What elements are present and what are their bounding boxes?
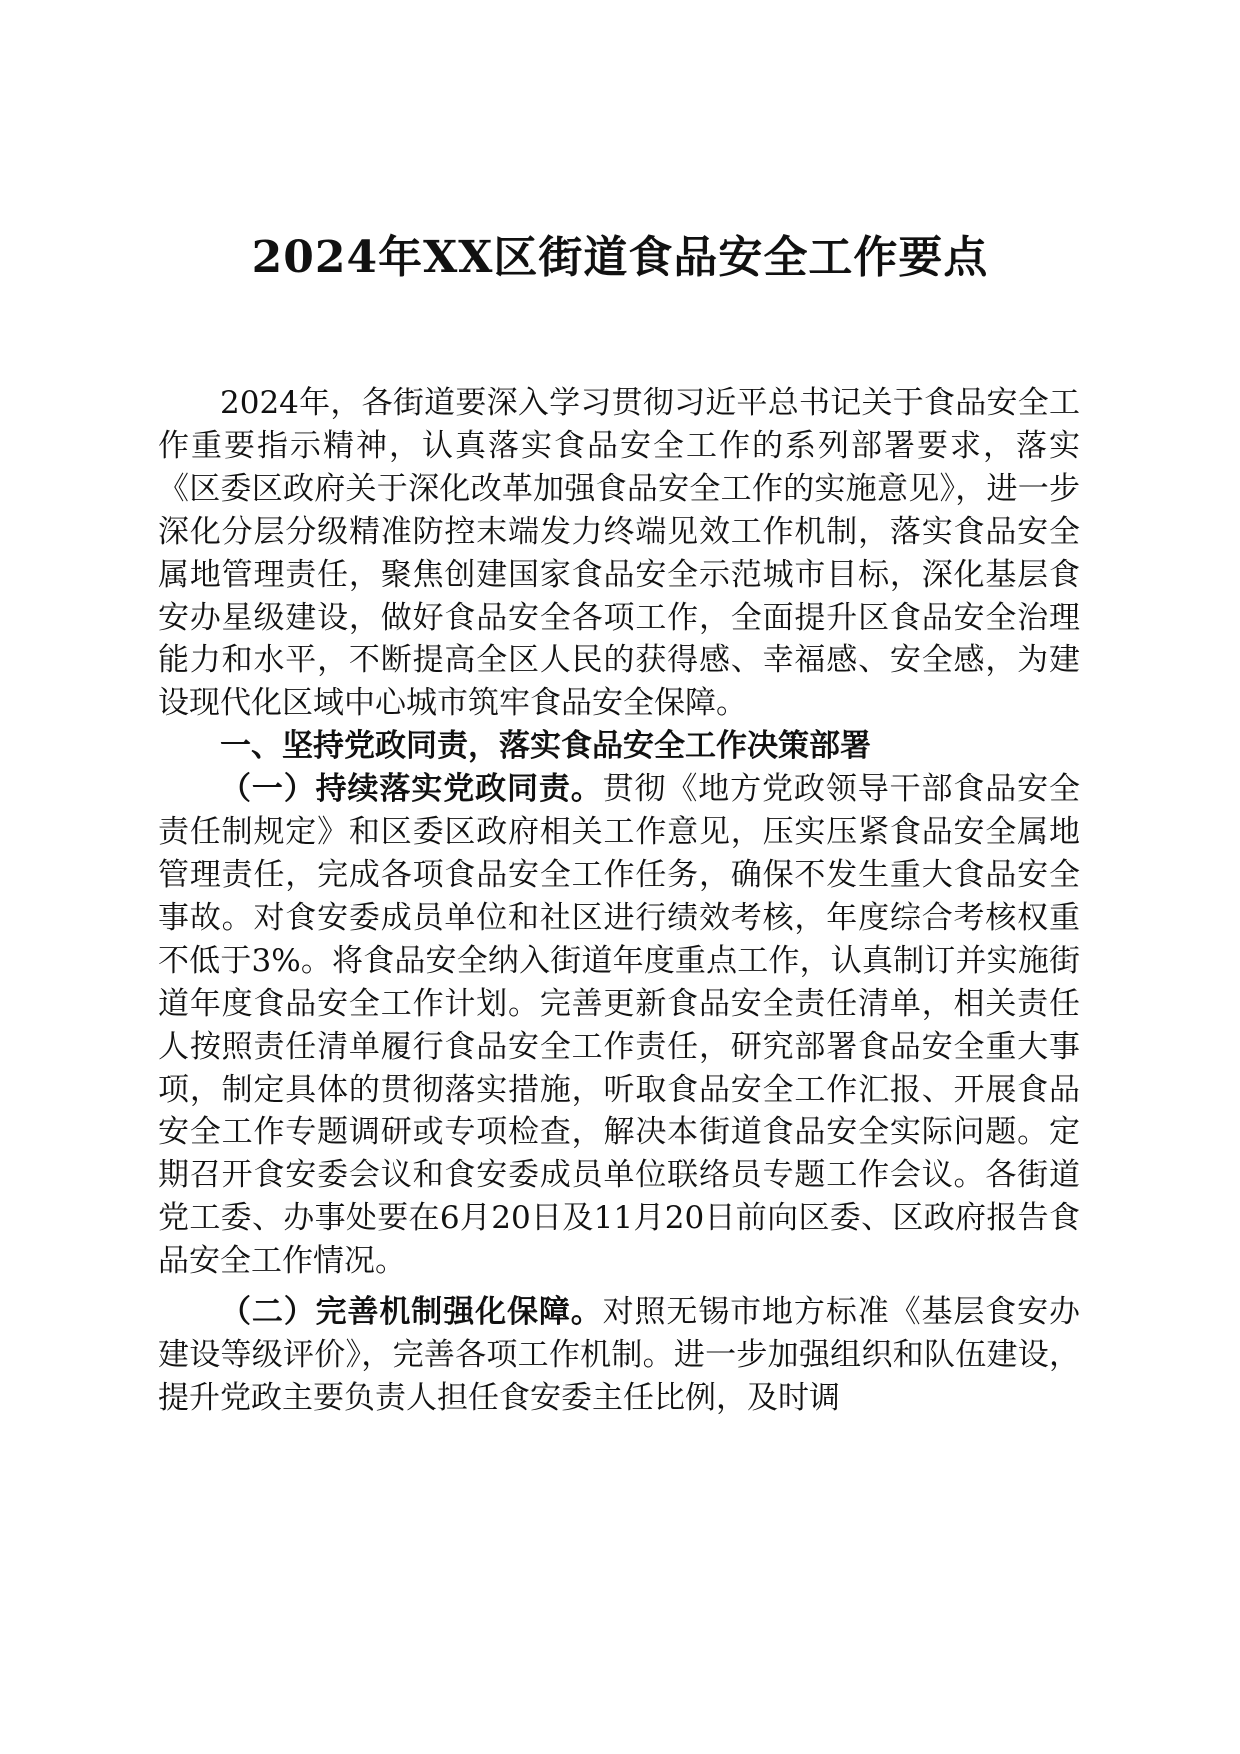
item-paragraph-1 — [158, 768, 1080, 1283]
section-heading-1: 一、坚持党政同责，落实食品安全工作决策部署 — [220, 728, 871, 765]
item-heading-1: （一）持续落实党政同责。 — [220, 771, 603, 808]
item-text-1: 贯彻《地方党政领导干部食品安全责任制规定》和区委区政府相关工作意见，压实压紧食品安全属地管理责任，完成各项食品安全工作任务，确保不发生重大食品安全事故。对食安委成员单位和社区进行绩效考核，年度综合考核权重不低于3%。将食品安全纳入街道年度重点工作，认真制订并实施街道年度食品安全工作计划。完善更新食品安全责任清单，相关责任人按照责任清单履行食品安全工作责任，研究部署食品安全重大事项，制定具体的贯彻落实措施，听取食品安全工作汇报、开展食品安全工作专题调研或专项检查，解决本街道食品安全实际问题。定期召开食安委会议和食安委成员单位联络员专题工作会议。各街道党工委、办事处要在6月20日及11月20日前向区委、区政府报告食品安全工作情况。 — [158, 771, 1081, 1280]
document-title: 2024年XX区街道食品安全工作要点 — [251, 232, 989, 283]
document-body — [158, 382, 1080, 1420]
item-paragraph-2 — [158, 1291, 1080, 1420]
intro-paragraph: 2024年，各街道要深入学习贯彻习近平总书记关于食品安全工作重要指示精神，认真落实食品安全工作的系列部署要求，落实《区委区政府关于深化改革加强食品安全工作的实施意见》，进一步深化分层分级精准防控末端发力终端见效工作机制，落实食品安全属地管理责任，聚焦创建国家食品安全示范城市目标，深化基层食安办星级建设，做好食品安全各项工作，全面提升区食品安全治理能力和水平，不断提高全区人民的获得感、幸福感、安全感，为建设现代化区域中心城市筑牢食品安全保障。 — [158, 385, 1080, 722]
item-heading-2: （二）完善机制强化保障。 — [220, 1294, 603, 1331]
item-text-2: 对照无锡市地方标准《基层食安办建设等级评价》，完善各项工作机制。进一步加强组织和队伍建设，提升党政主要负责人担任食安委主任比例，及时调 — [158, 1294, 1081, 1416]
